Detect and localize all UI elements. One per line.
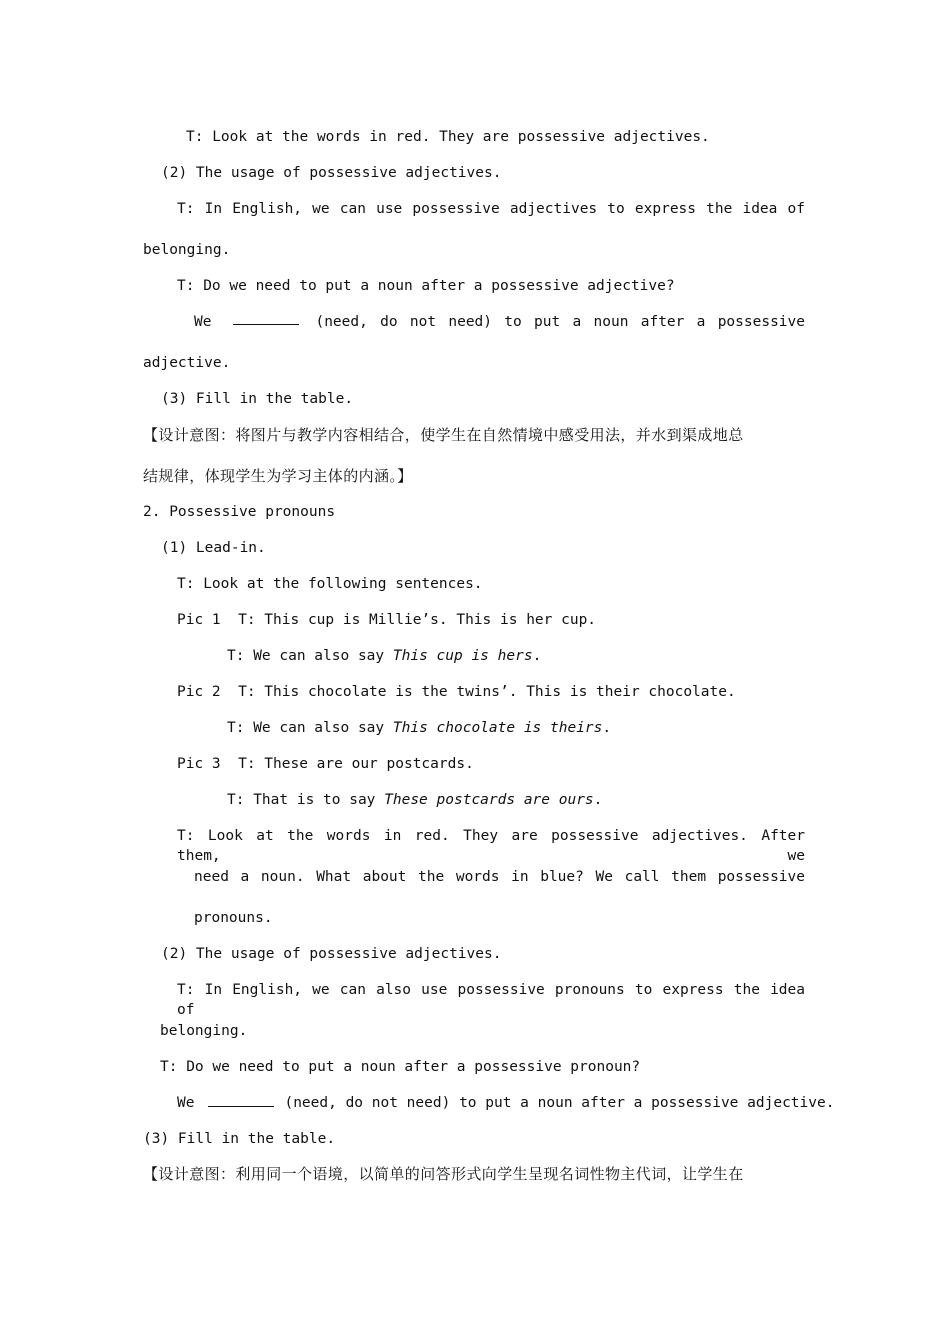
design-intent-note: 【设计意图：将图片与教学内容相结合，使学生在自然情境中感受用法，并水到渠成地总 [143, 426, 744, 444]
text-line [227, 646, 541, 666]
text-line: belonging. [160, 1023, 248, 1039]
text-line [227, 718, 611, 738]
text-line: T: Do we need to put a noun after a possessive adjective? [177, 278, 675, 294]
text-line: Pic 1 T: This cup is Millie’s. This is her cup. [177, 612, 597, 628]
text-span: (need, do not need) to put a noun after a possessive [315, 314, 805, 330]
text-span: We [177, 1095, 195, 1111]
blank-field [208, 1094, 274, 1107]
design-intent-note: 结规律，体现学生为学习主体的内涵。】 [143, 467, 413, 485]
text-span: . [593, 792, 603, 808]
text-span: (need, do not need) to put a noun after a possessive adjective. [284, 1095, 835, 1111]
fill-in-line [177, 1093, 834, 1113]
text-line: T: Look at the following sentences. [177, 576, 483, 592]
section-heading: (3) Fill in the table. [161, 391, 354, 407]
text-span: . [602, 720, 612, 736]
text-span: . [532, 648, 542, 664]
text-span: T: We can also say [227, 648, 393, 664]
design-intent-note: 【设计意图：利用同一个语境，以简单的问答形式向学生呈现名词性物主代词，让学生在 [143, 1165, 744, 1183]
text-line: Pic 2 T: This chocolate is the twins’. This is their chocolate. [177, 684, 736, 700]
italic-text: This cup is hers [392, 648, 533, 664]
section-heading: (2) The usage of possessive adjectives. [161, 165, 502, 181]
text-span: T: That is to say [227, 792, 385, 808]
section-heading: (1) Lead-in. [161, 540, 266, 556]
text-line [227, 790, 602, 810]
text-line: pronouns. [194, 910, 273, 926]
text-line: belonging. [143, 242, 231, 258]
section-heading: (2) The usage of possessive adjectives. [161, 946, 502, 962]
text-line: T: In English, we can also use possessive pronouns to express the idea of [177, 982, 805, 1018]
text-line: adjective. [143, 355, 231, 371]
text-line: T: Look at the words in red. They are possessive adjectives. [186, 129, 710, 145]
blank-field [233, 312, 299, 325]
fill-in-line [194, 312, 805, 332]
italic-text: This chocolate is theirs [392, 720, 603, 736]
text-line: T: Do we need to put a noun after a possessive pronoun? [160, 1059, 641, 1075]
text-line: need a noun. What about the words in blue? We call them possessive [194, 869, 805, 885]
text-span: T: We can also say [227, 720, 393, 736]
section-heading: 2. Possessive pronouns [143, 504, 336, 520]
italic-text: These postcards are ours [384, 792, 594, 808]
text-span: We [194, 314, 212, 330]
section-heading: (3) Fill in the table. [143, 1131, 336, 1147]
text-line: T: Look at the words in red. They are possessive adjectives. After them, we [177, 828, 805, 864]
text-line: Pic 3 T: These are our postcards. [177, 756, 474, 772]
text-line: T: In English, we can use possessive adjectives to express the idea of [177, 201, 805, 217]
